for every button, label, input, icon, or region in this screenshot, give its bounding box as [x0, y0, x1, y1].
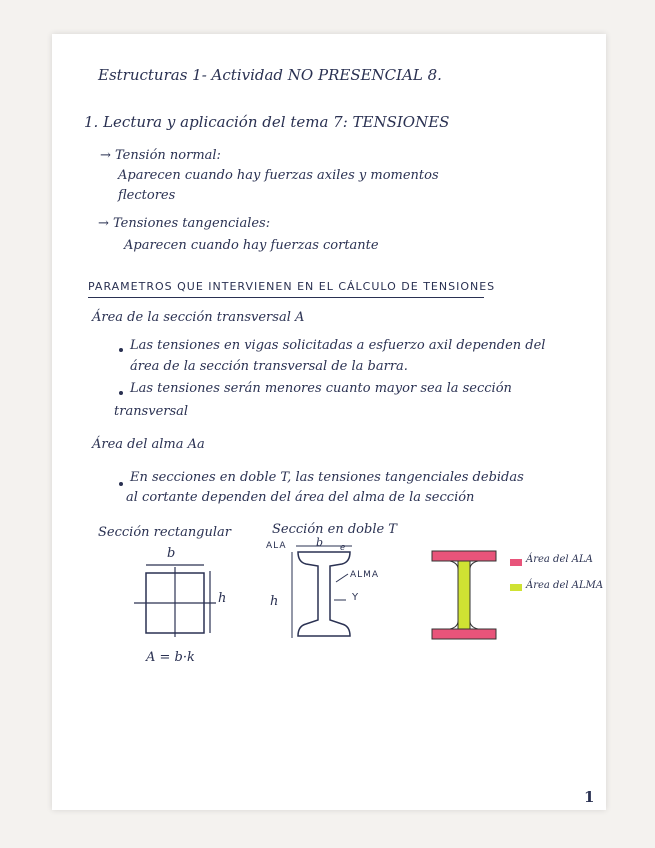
section-heading: 1. Lectura y aplicación del tema 7: TENSIONES [84, 113, 450, 131]
bullet-1-line-1: Las tensiones en vigas solicitadas a esfuerzo axil dependen del [130, 338, 546, 353]
area-web-label: Área del alma Aa [92, 437, 205, 452]
ibeam-outline-diagram [262, 538, 382, 650]
legend-label-alma: Área del ALMA [526, 580, 604, 591]
rect-section-diagram [120, 545, 230, 655]
ibeam-colored-diagram [424, 545, 506, 645]
shear-stress-title: → Tensiones tangenciales: [98, 216, 271, 231]
bullet-dot [119, 391, 123, 395]
rect-b-label: b [167, 546, 176, 561]
bullet-dot [119, 348, 123, 352]
ibeam-h-label: h [270, 594, 279, 609]
shear-stress-line-1: Aparecen cuando hay fuerzas cortante [124, 238, 379, 253]
ibeam-b-label: b [316, 536, 324, 549]
bullet-2-line-1: Las tensiones serán menores cuanto mayor sea la sección [130, 381, 512, 396]
alma-label: ALMA [350, 570, 380, 580]
area-section-label: Área de la sección transversal A [92, 310, 305, 325]
normal-stress-line-2: flectores [118, 188, 176, 203]
rect-area-formula: A = b·k [146, 650, 195, 665]
bullet-dot [119, 482, 123, 486]
y-label: Y [352, 592, 360, 603]
ala-label: ALA [266, 541, 287, 551]
parameters-heading: PARAMETROS QUE INTERVIENEN EN EL CÁLCULO DE TENSIONES [88, 280, 496, 293]
normal-stress-line-1: Aparecen cuando hay fuerzas axiles y momentos [118, 168, 439, 183]
rect-section-title: Sección rectangular [98, 525, 232, 540]
legend-swatch-ala [510, 559, 522, 566]
page-number: 1 [584, 788, 595, 806]
heading-underline [88, 297, 484, 298]
ibeam-section-title: Sección en doble T [272, 522, 397, 537]
ibeam-e-label: e [340, 543, 346, 553]
bullet-3-line-1: En secciones en doble T, las tensiones tangenciales debidas [130, 470, 524, 485]
normal-stress-title: → Tensión normal: [100, 148, 221, 163]
bullet-2-line-2: transversal [114, 404, 189, 419]
legend-swatch-alma [510, 584, 522, 591]
bullet-3-line-2: al cortante dependen del área del alma de la sección [126, 490, 475, 505]
rect-h-label: h [218, 591, 227, 606]
bullet-1-line-2: área de la sección transversal de la barra. [130, 359, 408, 374]
legend-label-ala: Área del ALA [526, 554, 593, 565]
page-title: Estructuras 1- Actividad NO PRESENCIAL 8. [98, 66, 442, 84]
